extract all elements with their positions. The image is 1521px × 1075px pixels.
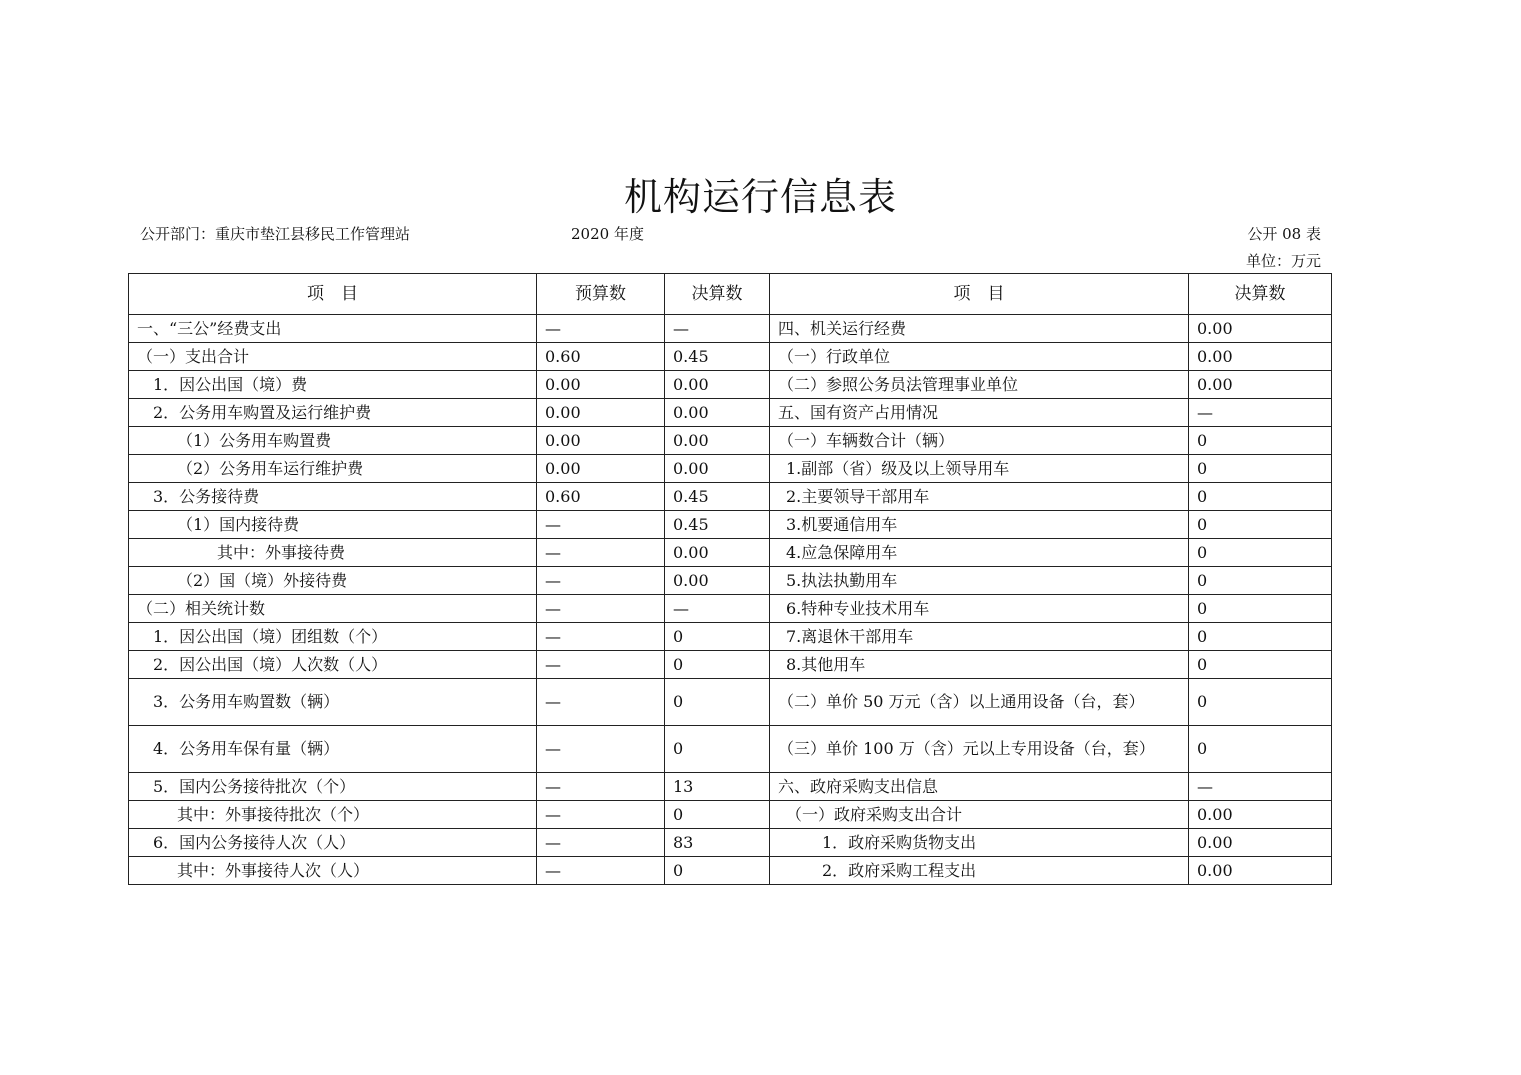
cell-budget: — — [537, 857, 665, 885]
cell-final-right: 0.00 — [1189, 857, 1332, 885]
cell-budget: — — [537, 726, 665, 773]
cell-budget: — — [537, 511, 665, 539]
cell-budget: — — [537, 595, 665, 623]
table-number-label: 公开 08 表 — [1247, 225, 1321, 243]
cell-final-right: — — [1189, 399, 1332, 427]
cell-final-right: 0 — [1189, 511, 1332, 539]
unit-label: 单位：万元 — [1245, 252, 1321, 270]
cell-item: （1）国内接待费 — [129, 511, 537, 539]
cell-item-right: 四、机关运行经费 — [770, 315, 1189, 343]
table-row — [129, 726, 1332, 773]
cell-final: 0.00 — [665, 427, 770, 455]
cell-item-right: （二）单价 50 万元（含）以上通用设备（台，套） — [770, 679, 1189, 726]
cell-item: 3．公务接待费 — [129, 483, 537, 511]
cell-item: 其中：外事接待批次（个） — [129, 801, 537, 829]
cell-item-right: 五、国有资产占用情况 — [770, 399, 1189, 427]
cell-final-right: — — [1189, 773, 1332, 801]
cell-item: 3．公务用车购置数（辆） — [129, 679, 537, 726]
cell-item: （二）相关统计数 — [129, 595, 537, 623]
cell-item-right: （一）车辆数合计（辆） — [770, 427, 1189, 455]
cell-final: 0.45 — [665, 511, 770, 539]
cell-item: 1．因公出国（境）费 — [129, 371, 537, 399]
table-row — [129, 651, 1332, 679]
cell-item: 1．因公出国（境）团组数（个） — [129, 623, 537, 651]
table-row — [129, 511, 1332, 539]
cell-item-right: 2．政府采购工程支出 — [770, 857, 1189, 885]
cell-final: 13 — [665, 773, 770, 801]
cell-item: 4．公务用车保有量（辆） — [129, 726, 537, 773]
cell-final: 0.00 — [665, 567, 770, 595]
cell-final-right: 0 — [1189, 567, 1332, 595]
cell-item-right: 2.主要领导干部用车 — [770, 483, 1189, 511]
cell-final: 0.00 — [665, 539, 770, 567]
cell-final: 0 — [665, 801, 770, 829]
table-row — [129, 455, 1332, 483]
table-row — [129, 595, 1332, 623]
table-row — [129, 829, 1332, 857]
cell-budget: — — [537, 623, 665, 651]
department-label: 公开部门：重庆市垫江县移民工作管理站 — [140, 225, 411, 243]
table-row — [129, 623, 1332, 651]
cell-item-right: 6.特种专业技术用车 — [770, 595, 1189, 623]
cell-final-right: 0 — [1189, 679, 1332, 726]
table-header-row — [129, 274, 1332, 315]
cell-item: （2）国（境）外接待费 — [129, 567, 537, 595]
cell-final: 0.45 — [665, 483, 770, 511]
table-row — [129, 343, 1332, 371]
cell-item-right: 4.应急保障用车 — [770, 539, 1189, 567]
cell-final-right: 0 — [1189, 539, 1332, 567]
cell-final-right: 0 — [1189, 483, 1332, 511]
header-final: 决算数 — [665, 274, 770, 315]
cell-final-right: 0.00 — [1189, 801, 1332, 829]
cell-final-right: 0.00 — [1189, 829, 1332, 857]
cell-final: 83 — [665, 829, 770, 857]
cell-item-right: 7.离退休干部用车 — [770, 623, 1189, 651]
cell-item-right: 5.执法执勤用车 — [770, 567, 1189, 595]
cell-final-right: 0 — [1189, 623, 1332, 651]
cell-budget: 0.60 — [537, 483, 665, 511]
cell-final-right: 0.00 — [1189, 371, 1332, 399]
cell-final: — — [665, 595, 770, 623]
header-budget: 预算数 — [537, 274, 665, 315]
table-row — [129, 483, 1332, 511]
cell-budget: 0.60 — [537, 343, 665, 371]
cell-budget: — — [537, 567, 665, 595]
cell-budget: — — [537, 539, 665, 567]
cell-budget: 0.00 — [537, 427, 665, 455]
cell-item-right: （一）行政单位 — [770, 343, 1189, 371]
cell-final-right: 0 — [1189, 427, 1332, 455]
cell-final: 0.45 — [665, 343, 770, 371]
table-row — [129, 539, 1332, 567]
header-item: 项 目 — [129, 274, 537, 315]
cell-item: 2．公务用车购置及运行维护费 — [129, 399, 537, 427]
cell-budget: — — [537, 651, 665, 679]
cell-final: — — [665, 315, 770, 343]
cell-item: 5．国内公务接待批次（个） — [129, 773, 537, 801]
cell-final-right: 0.00 — [1189, 343, 1332, 371]
cell-item: 其中：外事接待人次（人） — [129, 857, 537, 885]
cell-budget: — — [537, 801, 665, 829]
table-row — [129, 371, 1332, 399]
table-row — [129, 567, 1332, 595]
cell-budget: — — [537, 773, 665, 801]
table-row — [129, 679, 1332, 726]
table-row — [129, 773, 1332, 801]
cell-final-right: 0 — [1189, 595, 1332, 623]
table-row — [129, 399, 1332, 427]
table-row — [129, 315, 1332, 343]
cell-item-right: （一）政府采购支出合计 — [770, 801, 1189, 829]
cell-item-right: 1.副部（省）级及以上领导用车 — [770, 455, 1189, 483]
cell-budget: 0.00 — [537, 399, 665, 427]
cell-final-right: 0.00 — [1189, 315, 1332, 343]
cell-final: 0.00 — [665, 371, 770, 399]
table-row — [129, 857, 1332, 885]
cell-budget: — — [537, 679, 665, 726]
cell-item: 其中：外事接待费 — [129, 539, 537, 567]
cell-final: 0 — [665, 857, 770, 885]
cell-final-right: 0 — [1189, 455, 1332, 483]
year-label: 2020 年度 — [571, 225, 644, 243]
cell-final: 0.00 — [665, 455, 770, 483]
cell-item-right: 3.机要通信用车 — [770, 511, 1189, 539]
cell-final: 0 — [665, 651, 770, 679]
cell-item-right: 六、政府采购支出信息 — [770, 773, 1189, 801]
page-title: 机构运行信息表 — [623, 175, 897, 219]
operation-info-table — [128, 273, 1332, 885]
cell-final: 0 — [665, 726, 770, 773]
cell-item-right: （三）单价 100 万（含）元以上专用设备（台，套） — [770, 726, 1189, 773]
header-item-right: 项 目 — [770, 274, 1189, 315]
cell-item: 2．因公出国（境）人次数（人） — [129, 651, 537, 679]
table-row — [129, 801, 1332, 829]
cell-final: 0.00 — [665, 399, 770, 427]
cell-item: （2）公务用车运行维护费 — [129, 455, 537, 483]
cell-item-right: （二）参照公务员法管理事业单位 — [770, 371, 1189, 399]
cell-budget: 0.00 — [537, 455, 665, 483]
cell-budget: 0.00 — [537, 371, 665, 399]
cell-item: 6．国内公务接待人次（人） — [129, 829, 537, 857]
cell-item: 一、“三公”经费支出 — [129, 315, 537, 343]
cell-final-right: 0 — [1189, 651, 1332, 679]
cell-item-right: 1．政府采购货物支出 — [770, 829, 1189, 857]
cell-item: （1）公务用车购置费 — [129, 427, 537, 455]
cell-final: 0 — [665, 623, 770, 651]
cell-item-right: 8.其他用车 — [770, 651, 1189, 679]
cell-budget: — — [537, 829, 665, 857]
cell-final-right: 0 — [1189, 726, 1332, 773]
cell-item: （一）支出合计 — [129, 343, 537, 371]
cell-final: 0 — [665, 679, 770, 726]
cell-budget: — — [537, 315, 665, 343]
header-final-right: 决算数 — [1189, 274, 1332, 315]
table-row — [129, 427, 1332, 455]
